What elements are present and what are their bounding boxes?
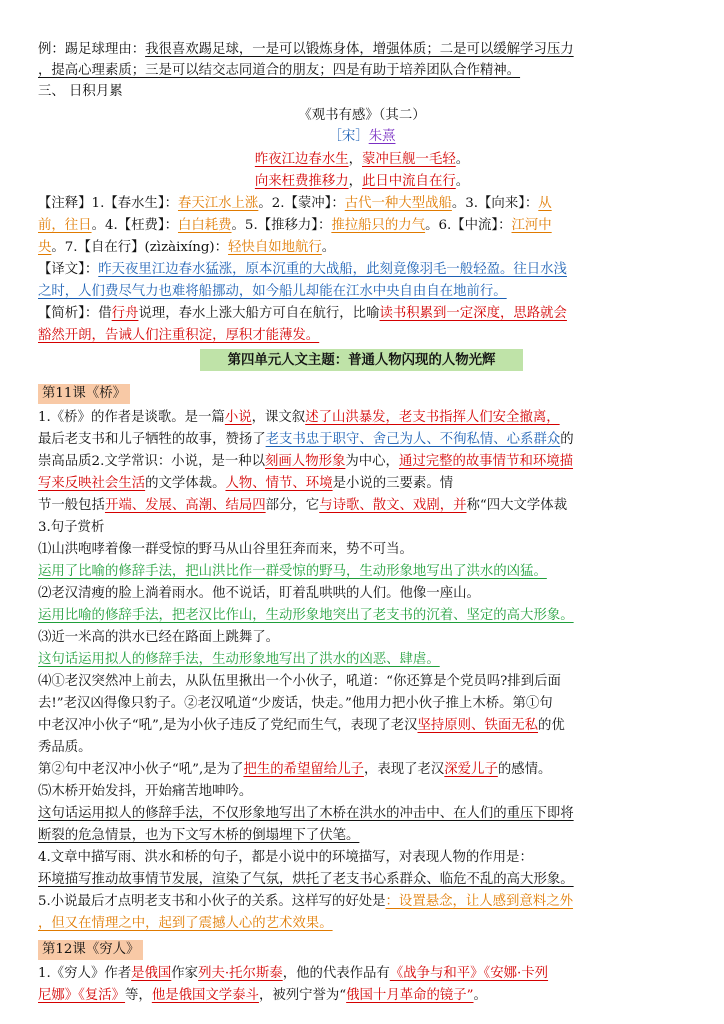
notes-line-3: 央。7.【自在行】(zìzàixíng)：轻快自如地航行。 <box>38 240 336 255</box>
notes-line-2: 前，往日。4.【枉费】：白白耗费。5.【推移力】：推拉船只的力气。6.【中流】：江河中 <box>38 218 552 233</box>
lesson11-line-1: 1.《桥》的作者是谈歌。是一篇小说，课文叙述了山洪暴发，老支书指挥人们安全撤离， <box>38 410 560 425</box>
sentence-3-analysis: 这句话运用拟人的修辞手法，生动形象地写出了洪水的凶恶、肆虐。 <box>38 652 440 667</box>
sentence-2-analysis: 运用比喻的修辞手法，把老汉比作山，生动形象地突出了老支书的沉着、坚定的高大形象。 <box>38 608 574 623</box>
lesson12-line-2: 尼娜》《复活》等，他是俄国文学泰斗，被列宁誉为“俄国十月革命的镜子”。 <box>38 988 487 1003</box>
lesson-12-heading: 第12课《穷人》 <box>38 940 143 960</box>
analysis-line-1: 【简析】：借行舟说理，春水上涨大船方可自在航行，比喻读书积累到一定深度，思路就会 <box>38 306 567 321</box>
section-heading: 三、 日积月累 <box>38 84 123 99</box>
lesson11-line-3: 崇高品质2.文学常识：小说，是一种以刻画人物形象为中心，通过完整的故事情节和环境描 <box>38 454 574 469</box>
sentence-1-analysis: 运用了比喻的修辞手法，把山洪比作一群受惊的野马，生动形象地写出了洪水的凶猛。 <box>38 564 547 579</box>
sentence-4-line-3: 中老汉冲小伙子“吼”,是为小伙子违反了党纪而生气，表现了老汉坚持原则、铁面无私的优 <box>38 718 565 733</box>
lesson11-line-6: 3.句子赏析 <box>38 520 105 535</box>
lesson11-line-5: 节一般包括开端、发展、高潮、结局四部分，它与诗歌、散文、戏剧，并称“四大文学体裁 <box>38 498 568 513</box>
lesson11-line-4: 写来反映社会生活的文学体裁。人物、情节、环境是小说的三要素。情 <box>38 476 454 491</box>
sentence-2: ⑵老汉清瘦的脸上淌着雨水。他不说话，盯着乱哄哄的人们。他像一座山。 <box>38 586 480 601</box>
unit-title-banner: 第四单元人文主题：普通人物闪现的人物光辉 <box>200 349 523 371</box>
poem-author: ［宋］朱熹 <box>328 129 396 144</box>
notes-line-1: 【注释】1.【春水生】：春天江水上涨。2.【蒙冲】：古代一种大型战船。3.【向来】：从 <box>38 196 552 211</box>
lesson11-line-2: 最后老支书和儿子牺牲的故事，赞扬了老支书忠于职守、舍己为人、不徇私情、心系群众的 <box>38 432 574 447</box>
sentence-4-line-2: 去!”老汉凶得像只豹子。②老汉吼道“少废话，快走。”他用力把小伙子推上木桥。第①句 <box>38 696 553 711</box>
example-line-2: ，提高心理素质；三是可以结交志同道合的朋友；四是有助于培养团队合作精神。 <box>38 63 521 78</box>
translation-line-1: 【译文】：昨天夜里江边春水猛涨，原本沉重的大战船，此刻竟像羽毛一般轻盈。往日水浅 <box>38 262 567 277</box>
sentence-5-analysis-2: 断裂的危急情景，也为下文写木桥的倒塌埋下了伏笔。 <box>38 828 360 843</box>
sentence-5: ⑸木桥开始发抖，开始痛苦地呻吟。 <box>38 784 253 799</box>
sentence-5-analysis-1: 这句话运用拟人的修辞手法，不仅形象地写出了木桥在洪水的冲击中、在人们的重压下即将 <box>38 806 574 821</box>
lesson12-line-1: 1.《穷人》作者是俄国作家列夫·托尔斯泰，他的代表作品有《战争与和平》《安娜·卡列 <box>38 966 549 981</box>
poem-line-2: 向来枉费推移力，此日中流自在行。 <box>254 174 470 189</box>
sentence-4-line-4: 秀品质。 <box>38 740 92 755</box>
point-4-answer: 环境描写推动故事情节发展，渲染了气氛，烘托了老支书心系群众、临危不乱的高大形象。 <box>38 872 574 887</box>
example-line-1: 例：踢足球理由：我很喜欢踢足球，一是可以锻炼身体，增强体质；二是可以缓解学习压力 <box>38 42 574 57</box>
translation-line-2: 之时，人们费尽气力也难将船挪动，如今船儿却能在江水中央自由自在地前行。 <box>38 284 507 299</box>
point-5-line-1: 5.小说最后才点明老支书和小伙子的关系。这样写的好处是：设置悬念，让人感到意料之外 <box>38 894 574 909</box>
sentence-3: ⑶近一米高的洪水已经在路面上跳舞了。 <box>38 630 280 645</box>
sentence-4-line-1: ⑷①老汉突然冲上前去，从队伍里揪出一个小伙子，吼道：“你还算是个党员吗?排到后面 <box>38 674 561 689</box>
sentence-1: ⑴山洪咆哮着像一群受惊的野马从山谷里狂奔而来，势不可当。 <box>38 542 413 557</box>
point-4: 4.文章中描写雨、洪水和桥的句子，都是小说中的环境描写，对表现人物的作用是： <box>38 850 533 865</box>
analysis-line-2: 豁然开朗，告诫人们注重积淀，厚积才能薄发。 <box>38 328 320 343</box>
lesson-11-heading: 第11课《桥》 <box>38 384 130 404</box>
poem-line-1: 昨夜江边春水生，蒙冲巨舰一毛轻。 <box>254 152 470 167</box>
sentence-4-line-5: 第②句中老汉冲小伙子“吼”,是为了把生的希望留给儿子，表现了老汉深爱儿子的感情。 <box>38 762 552 777</box>
point-5-line-2: ，但又在情理之中，起到了震撼人心的艺术效果。 <box>38 916 333 931</box>
poem-title: 《观书有感》（其二） <box>298 108 426 123</box>
